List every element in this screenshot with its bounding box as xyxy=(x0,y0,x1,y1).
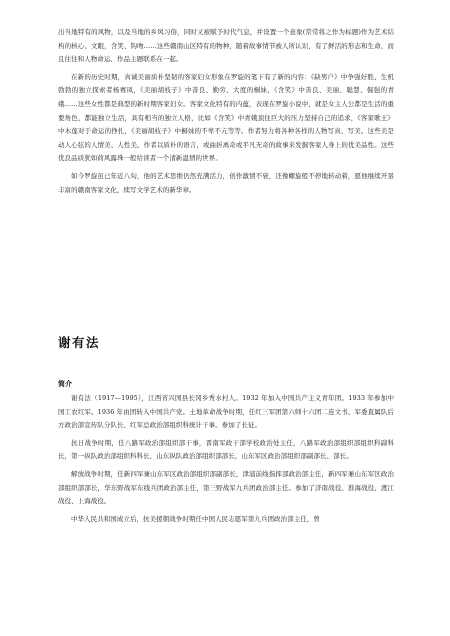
paragraph: 中华人民共和国成立后，抗美援朝战争时期任中国人民志愿军第九兵团政治部主任，曾 xyxy=(71,514,320,523)
biography xyxy=(58,392,394,530)
paragraph: 解放战争时期，任新四军兼山东军区政治部组织部副部长，津浦前线指挥部政治部主任，新四军兼山东军区政治部组织部部长，华东野战军东线兵团政治部主任，第三野战军九兵团政治部主任。参加了济南战役、淮海战役、渡江战役、上海战役。 xyxy=(58,469,394,506)
paragraph: 谢有法（1917—1995），江西省兴国县长冈乡秀水村人。1932 年加入中国共产主义青年团。1933 年参加中国工农红军。1936 年由团转入中国共产党。土地革命战争时期，任红三军团第六师十六团二连文书、军委直属队后方政治部宣传队分队长、红军总政治部组织科统计干事。参加了长征。 xyxy=(58,394,394,430)
section-subtitle: 简介 xyxy=(58,380,72,388)
section-continuation xyxy=(58,26,394,201)
paragraph: 在新的历史时期，真诚美丽质朴坚韧的客家妇女形象在罗旋的笔下有了新的内容：《缺男户》中争强好胜、生机勃勃的独立探索者杨赛凤，《美丽胡枝子》中善良、勤劳、大度的桐妹，《含笑》中善良、美丽、聪慧、倔强的青娥……这些女性都是典型的新时期客家妇女。客家文化特有的内蕴，表现在罗旋小说中，就是女主人公都是生活的重要角色，都能独立生活，具有相当的独立人格，比如《含笑》中青娥顶住巨大的压力坚持自己的追求，《客家歌王》中木莲对于命运的挣扎，《美丽胡枝子》中桐妹的不卑不亢等等。作者努力将各种各样的人物写真、写美。这些美是动人心弦的人情美、人性美。作者以质朴的语言，或曲折离奇或平凡无奇的故事来发掘客家人身上的优美品性。这些优良品质犹如荷风露珠一般给读者一个清新温情的世界。 xyxy=(58,72,394,163)
paragraph: 抗日战争时期，任八路军政治部组织部干事，晋南军政干部学校政治处主任，八路军政治部组织部组织科副科长，第一纵队政治部组织科科长，山东纵队政治部组织部部长，山东军区政治部组织部副部长、部长。 xyxy=(58,438,394,461)
paragraph: 如今罗旋虽已年近八旬，他的艺术思维仍然充满活力，创作激情不衰，还像螺旋般不停地转动着，愿他继续开垦丰富的赣南客家文化，续写文学艺术的新华章。 xyxy=(58,171,394,194)
section-title: 谢有法 xyxy=(58,335,101,350)
paragraph: 出当地特有的风物，以及当地的乡风习俗，同时又被赋予时代气息，并设置一个意象(常常将之作为标题)作为艺术结构的核心、文眼，含笑、钩吻……这些赣南山区特有的物种，随着故事情节被人所认识，有了鲜活的形态和生命，而且往往和人物命运、作品主题联系在一起。 xyxy=(58,28,394,64)
